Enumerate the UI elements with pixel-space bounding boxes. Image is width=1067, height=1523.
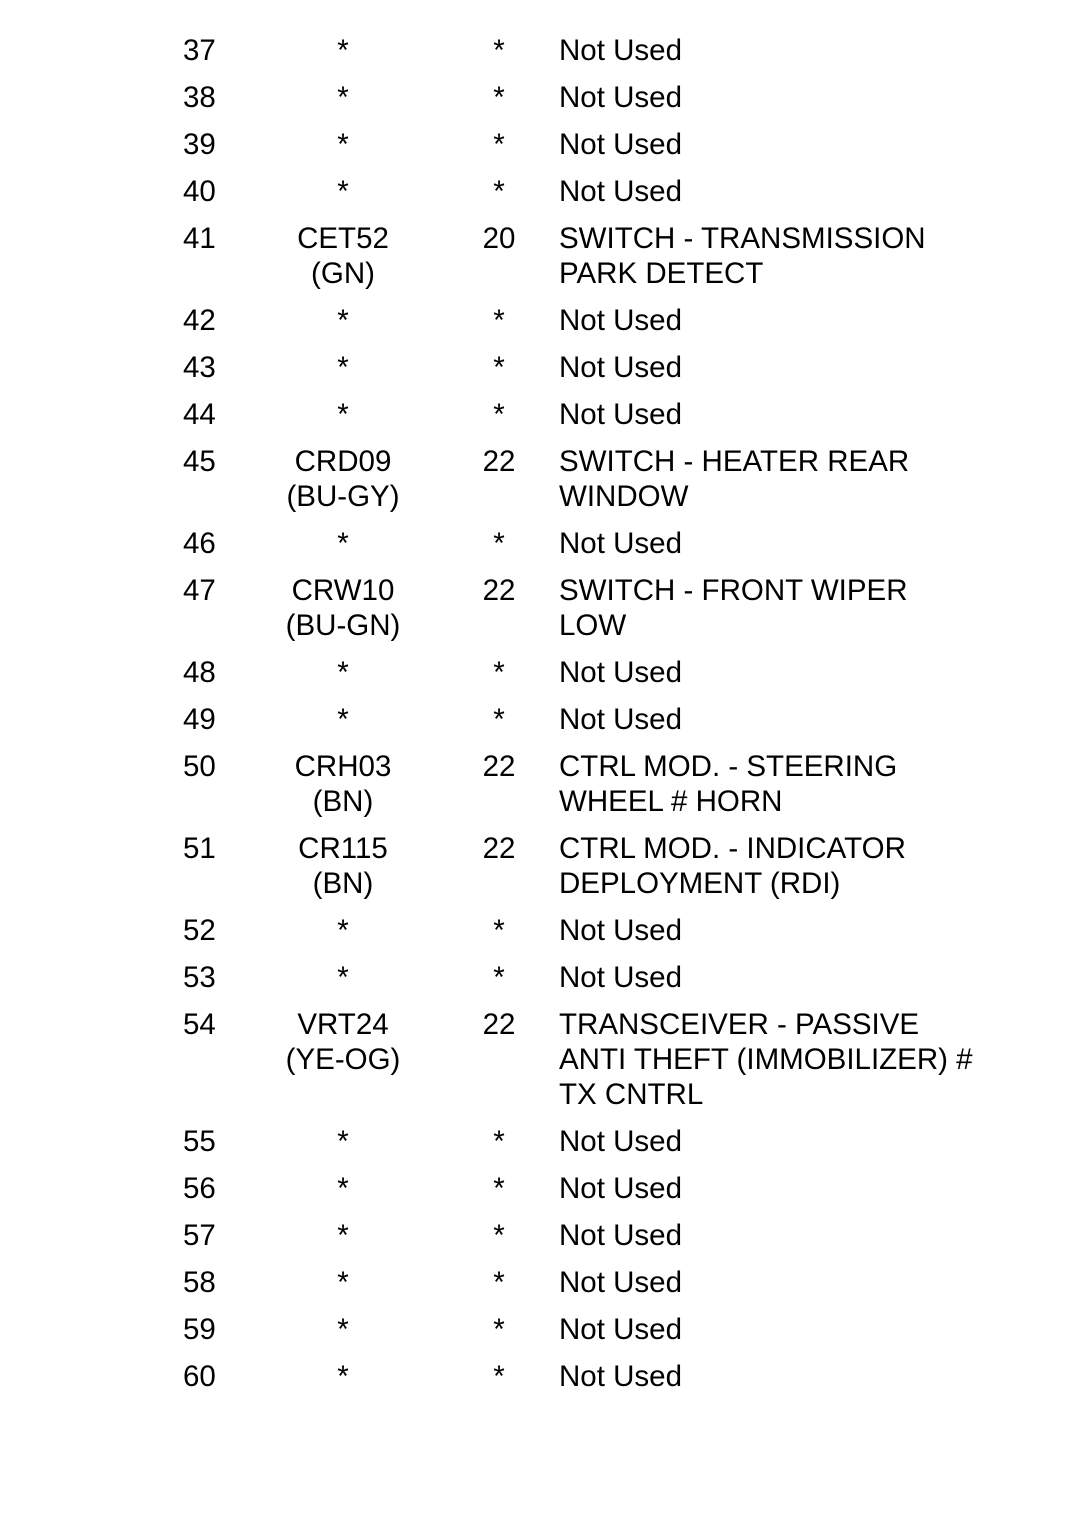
pin-number-cell: 51: [183, 832, 216, 865]
circuit-function-cell: CTRL MOD. - STEERING WHEEL # HORN: [559, 750, 898, 818]
pin-number-cell: 38: [183, 81, 216, 114]
circuit-cell: *: [337, 1125, 349, 1158]
pin-number-cell: 57: [183, 1219, 216, 1252]
pin-number-cell: 40: [183, 175, 216, 208]
circuit-cell: *: [337, 961, 349, 994]
wire-gauge-cell: *: [493, 1219, 505, 1252]
circuit-cell: CRW10 (BU-GN): [285, 574, 401, 642]
circuit-function-cell: Not Used: [559, 1266, 682, 1299]
circuit-cell: *: [337, 304, 349, 337]
pin-number-cell: 54: [183, 1008, 216, 1041]
circuit-function-cell: Not Used: [559, 81, 682, 114]
circuit-function-cell: Not Used: [559, 304, 682, 337]
circuit-cell: *: [337, 175, 349, 208]
circuit-function-cell: CTRL MOD. - INDICATOR DEPLOYMENT (RDI): [559, 832, 906, 900]
table-row: [0, 1218, 1067, 1265]
wire-gauge-cell: *: [493, 527, 505, 560]
circuit-cell: CRD09 (BU-GY): [286, 445, 400, 513]
pin-number-cell: 58: [183, 1266, 216, 1299]
pin-number-cell: 53: [183, 961, 216, 994]
wire-gauge-cell: 22: [482, 832, 516, 865]
circuit-cell: CET52 (GN): [297, 222, 389, 290]
circuit-function-cell: SWITCH - FRONT WIPER LOW: [559, 574, 908, 642]
circuit-cell: *: [337, 351, 349, 384]
circuit-function-cell: Not Used: [559, 351, 682, 384]
pin-number-cell: 49: [183, 703, 216, 736]
table-row: [0, 573, 1067, 655]
circuit-cell: *: [337, 703, 349, 736]
circuit-function-cell: Not Used: [559, 1313, 682, 1346]
pin-number-cell: 42: [183, 304, 216, 337]
table-row: [0, 1124, 1067, 1171]
circuit-function-cell: TRANSCEIVER - PASSIVE ANTI THEFT (IMMOBILIZER) # TX CNTRL: [559, 1008, 973, 1111]
table-row: [0, 1359, 1067, 1406]
table-row: [0, 960, 1067, 1007]
wire-gauge-cell: *: [493, 1360, 505, 1393]
circuit-function-cell: Not Used: [559, 1219, 682, 1252]
circuit-function-cell: Not Used: [559, 398, 682, 431]
pin-number-cell: 37: [183, 34, 216, 67]
pinout-rows: [0, 33, 1067, 1406]
table-row: [0, 702, 1067, 749]
circuit-cell: *: [337, 527, 349, 560]
circuit-cell: *: [337, 81, 349, 114]
wire-gauge-cell: *: [493, 914, 505, 947]
circuit-function-cell: Not Used: [559, 128, 682, 161]
wire-gauge-cell: 22: [482, 750, 516, 783]
pin-number-cell: 47: [183, 574, 216, 607]
table-row: [0, 221, 1067, 303]
wire-gauge-cell: 22: [482, 445, 516, 478]
circuit-cell: *: [337, 34, 349, 67]
pin-number-cell: 59: [183, 1313, 216, 1346]
table-row: [0, 1265, 1067, 1312]
pin-number-cell: 46: [183, 527, 216, 560]
wire-gauge-cell: 22: [482, 574, 516, 607]
wire-gauge-cell: *: [493, 1125, 505, 1158]
circuit-function-cell: SWITCH - HEATER REAR WINDOW: [559, 445, 910, 513]
wire-gauge-cell: *: [493, 175, 505, 208]
pin-number-cell: 44: [183, 398, 216, 431]
pin-number-cell: 43: [183, 351, 216, 384]
circuit-cell: CRH03 (BN): [294, 750, 392, 818]
table-row: [0, 1171, 1067, 1218]
circuit-function-cell: Not Used: [559, 175, 682, 208]
wire-gauge-cell: 22: [482, 1008, 516, 1041]
connector-pinout-table: [0, 33, 1067, 1406]
circuit-cell: *: [337, 1266, 349, 1299]
table-row: [0, 303, 1067, 350]
circuit-cell: *: [337, 656, 349, 689]
table-row: [0, 33, 1067, 80]
wire-gauge-cell: *: [493, 398, 505, 431]
pin-number-cell: 52: [183, 914, 216, 947]
wire-gauge-cell: *: [493, 351, 505, 384]
pin-number-cell: 41: [183, 222, 216, 255]
wire-gauge-cell: *: [493, 656, 505, 689]
wire-gauge-cell: 20: [482, 222, 516, 255]
circuit-cell: *: [337, 914, 349, 947]
circuit-function-cell: Not Used: [559, 34, 682, 67]
circuit-function-cell: Not Used: [559, 656, 682, 689]
circuit-cell: CR115 (BN): [298, 832, 388, 900]
pin-number-cell: 48: [183, 656, 216, 689]
table-row: [0, 444, 1067, 526]
pin-number-cell: 45: [183, 445, 216, 478]
table-row: [0, 913, 1067, 960]
circuit-cell: VRT24 (YE-OG): [285, 1008, 401, 1076]
pin-number-cell: 55: [183, 1125, 216, 1158]
pin-number-cell: 50: [183, 750, 216, 783]
circuit-function-cell: Not Used: [559, 961, 682, 994]
wire-gauge-cell: *: [493, 1313, 505, 1346]
table-row: [0, 1007, 1067, 1124]
wire-gauge-cell: *: [493, 304, 505, 337]
table-row: [0, 526, 1067, 573]
circuit-function-cell: Not Used: [559, 1125, 682, 1158]
pin-number-cell: 39: [183, 128, 216, 161]
pin-number-cell: 56: [183, 1172, 216, 1205]
circuit-function-cell: Not Used: [559, 1360, 682, 1393]
wire-gauge-cell: *: [493, 81, 505, 114]
table-row: [0, 655, 1067, 702]
table-row: [0, 831, 1067, 913]
circuit-function-cell: Not Used: [559, 703, 682, 736]
circuit-function-cell: Not Used: [559, 527, 682, 560]
wire-gauge-cell: *: [493, 1172, 505, 1205]
circuit-cell: *: [337, 1172, 349, 1205]
circuit-function-cell: Not Used: [559, 1172, 682, 1205]
table-row: [0, 127, 1067, 174]
wire-gauge-cell: *: [493, 1266, 505, 1299]
circuit-cell: *: [337, 1313, 349, 1346]
table-row: [0, 350, 1067, 397]
wire-gauge-cell: *: [493, 128, 505, 161]
circuit-cell: *: [337, 1219, 349, 1252]
pin-number-cell: 60: [183, 1360, 216, 1393]
table-row: [0, 397, 1067, 444]
wire-gauge-cell: *: [493, 34, 505, 67]
table-row: [0, 1312, 1067, 1359]
wire-gauge-cell: *: [493, 703, 505, 736]
circuit-cell: *: [337, 128, 349, 161]
circuit-cell: *: [337, 398, 349, 431]
circuit-cell: *: [337, 1360, 349, 1393]
table-row: [0, 749, 1067, 831]
wire-gauge-cell: *: [493, 961, 505, 994]
circuit-function-cell: SWITCH - TRANSMISSION PARK DETECT: [559, 222, 926, 290]
table-row: [0, 174, 1067, 221]
table-row: [0, 80, 1067, 127]
circuit-function-cell: Not Used: [559, 914, 682, 947]
